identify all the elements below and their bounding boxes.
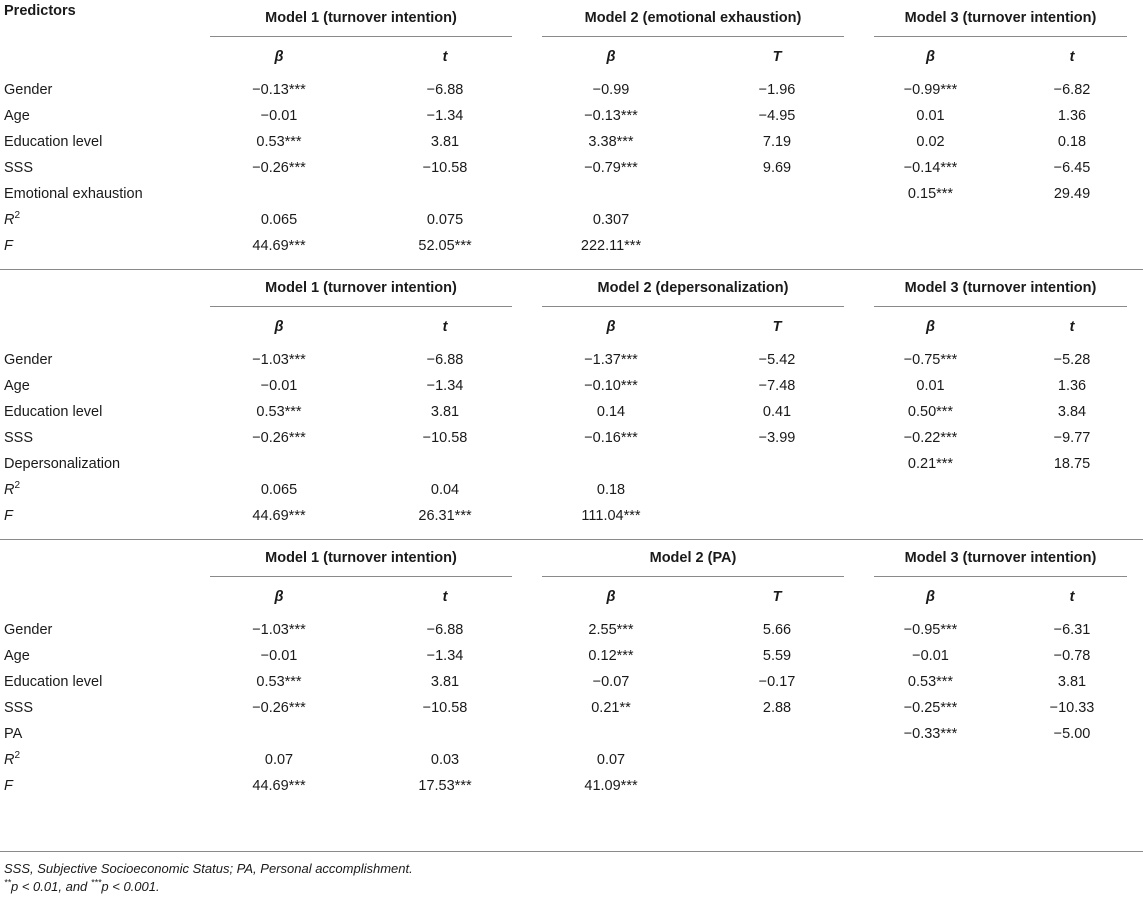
blank-cell <box>1001 477 1143 503</box>
f-label <box>0 233 196 259</box>
blank-cell <box>860 503 1001 529</box>
predictor-label: Emotional exhaustion <box>4 186 143 202</box>
footnote-significance <box>4 878 413 896</box>
value-cell-m2t: −5.42 <box>758 352 796 368</box>
predictor-label: Depersonalization <box>4 456 121 472</box>
f-statistic-row <box>0 233 1143 259</box>
f-m1t: 26.31*** <box>418 508 472 524</box>
value-cell-m1b <box>196 451 362 477</box>
model-title: Model 2 (depersonalization) <box>542 270 844 307</box>
f-m2b: 111.04*** <box>581 508 641 524</box>
blank-cell <box>694 477 860 503</box>
header-blank <box>0 270 196 308</box>
table-row <box>0 129 1143 155</box>
model-header-row <box>0 270 1143 308</box>
table-row <box>0 77 1143 103</box>
value-cell-m3t: −10.33 <box>1049 700 1095 716</box>
value-cell-m2b <box>528 451 694 477</box>
table-row <box>0 451 1143 477</box>
value-cell-m3t: −6.82 <box>1053 82 1091 98</box>
f-statistic-row <box>0 503 1143 529</box>
blank-cell <box>860 233 1001 259</box>
model-header-2 <box>528 270 860 308</box>
r-squared-m1b: 0.065 <box>260 482 298 498</box>
value-cell-m1t: −1.34 <box>426 378 464 394</box>
value-cell-m1b: −0.26*** <box>252 700 306 716</box>
f-label <box>0 503 196 529</box>
predictor-label: Age <box>4 378 30 394</box>
blank-cell <box>1001 773 1143 799</box>
table-row <box>0 425 1143 451</box>
predictor-label: SSS <box>4 700 34 716</box>
value-cell-m2b: 0.14 <box>596 404 626 420</box>
value-cell-m3t: 18.75 <box>1053 456 1091 472</box>
value-cell-m2b: 0.21** <box>591 700 631 716</box>
stat-beta-label: β <box>606 49 616 65</box>
stat-beta-label: β <box>926 589 935 605</box>
stat-beta-label: β <box>274 49 284 65</box>
blank-cell <box>860 207 1001 233</box>
stat-header-row <box>0 37 1143 77</box>
value-cell-m3b: −0.99*** <box>903 82 958 98</box>
value-cell-m1t: 3.81 <box>430 134 460 150</box>
f-symbol: F <box>4 508 13 524</box>
model-header-2 <box>528 0 860 37</box>
value-cell-m2t: −7.48 <box>758 378 796 394</box>
predictor-label: SSS <box>4 160 34 176</box>
value-cell-m1b: −0.26*** <box>252 160 306 176</box>
table-row <box>0 373 1143 399</box>
value-cell-m2t: 2.88 <box>762 700 792 716</box>
value-cell-m3b: −0.01 <box>912 648 949 664</box>
model-header-3 <box>860 270 1143 308</box>
value-cell-m1t: 3.81 <box>430 404 460 420</box>
value-cell-m3b: 0.53*** <box>907 674 954 690</box>
value-cell-m2t: −1.96 <box>758 82 796 98</box>
blank-cell <box>1001 747 1143 773</box>
value-cell-m3t: 29.49 <box>1053 186 1091 202</box>
value-cell-m3b: 0.15*** <box>907 186 954 202</box>
model-title: Model 3 (turnover intention) <box>874 540 1127 577</box>
value-cell-m2b: 2.55*** <box>588 622 634 638</box>
stat-t-label: t <box>442 589 448 605</box>
stat-beta-label: β <box>606 589 616 605</box>
value-cell-m2t: 5.66 <box>762 622 792 638</box>
r-squared-label <box>0 477 196 503</box>
f-m1t: 17.53*** <box>418 778 472 794</box>
value-cell-m3t: −9.77 <box>1053 430 1091 446</box>
value-cell-m2t: 5.59 <box>762 648 792 664</box>
r-squared-m2b: 0.18 <box>596 482 626 498</box>
blank-cell <box>1001 503 1143 529</box>
stat-t-label: t <box>1069 319 1075 335</box>
stat-beta-label: β <box>926 49 935 65</box>
blank-cell <box>694 207 860 233</box>
value-cell-m2t <box>694 451 860 477</box>
model-title: Model 3 (turnover intention) <box>874 270 1127 307</box>
value-cell-m3b: −0.33*** <box>903 726 958 742</box>
blank-cell <box>1001 233 1143 259</box>
value-cell-m3t: 1.36 <box>1057 378 1087 394</box>
value-cell-m3t: −5.00 <box>1053 726 1091 742</box>
model-header-1 <box>196 540 528 578</box>
f-label <box>0 773 196 799</box>
value-cell-m2b <box>528 181 694 207</box>
stat-t-label: T <box>772 49 782 65</box>
stat-t-label: T <box>772 319 782 335</box>
value-cell-m3b: −0.14*** <box>903 160 958 176</box>
block-separator <box>0 259 1143 270</box>
value-cell-m1t: −10.58 <box>422 700 468 716</box>
value-cell-m2b: −0.10*** <box>584 378 638 394</box>
value-cell-m3t: −0.78 <box>1053 648 1091 664</box>
sig-text-double: p < 0.01, and <box>11 879 91 894</box>
model-header-3 <box>860 540 1143 578</box>
value-cell-m3t: 1.36 <box>1057 108 1087 124</box>
value-cell-m3b: 0.50*** <box>907 404 954 420</box>
model-header-row <box>0 0 1143 37</box>
table-row <box>0 181 1143 207</box>
value-cell-m3t: −6.31 <box>1053 622 1091 638</box>
sig-text-triple: p < 0.001. <box>101 879 160 894</box>
table-row <box>0 155 1143 181</box>
value-cell-m2t: 7.19 <box>762 134 792 150</box>
value-cell-m3b: −0.25*** <box>903 700 958 716</box>
blank-cell <box>860 747 1001 773</box>
value-cell-m1b: −0.13*** <box>252 82 306 98</box>
r-squared-m1t: 0.03 <box>430 752 460 768</box>
r-squared-label <box>0 207 196 233</box>
f-m1b: 44.69*** <box>252 778 306 794</box>
blank-cell <box>694 773 860 799</box>
value-cell-m2b: −0.13*** <box>584 108 638 124</box>
stat-beta-label: β <box>606 319 616 335</box>
table-row <box>0 643 1143 669</box>
value-cell-m2t: 9.69 <box>762 160 792 176</box>
value-cell-m3b: 0.01 <box>916 108 945 124</box>
stat-header-row <box>0 307 1143 347</box>
r-superscript: 2 <box>14 750 21 762</box>
predictor-label: Gender <box>4 82 53 98</box>
model-title: Model 1 (turnover intention) <box>210 0 512 37</box>
value-cell-m1t: −6.88 <box>426 622 464 638</box>
r-squared-row <box>0 207 1143 233</box>
table-row <box>0 103 1143 129</box>
f-m1b: 44.69*** <box>252 508 306 524</box>
r-symbol: R <box>4 212 15 228</box>
blank-cell <box>860 477 1001 503</box>
model-title: Model 2 (PA) <box>542 540 844 577</box>
r-squared-m1t: 0.075 <box>426 212 464 228</box>
value-cell-m3b: −0.75*** <box>903 352 958 368</box>
value-cell-m3t: 0.18 <box>1057 134 1087 150</box>
f-m2b: 41.09*** <box>584 778 638 794</box>
table-row <box>0 617 1143 643</box>
r-symbol: R <box>4 752 15 768</box>
value-cell-m1t: −10.58 <box>422 430 468 446</box>
table-row <box>0 721 1143 747</box>
stat-header-blank <box>0 577 196 617</box>
stat-t-label: t <box>1069 49 1075 65</box>
predictor-label: PA <box>4 726 23 742</box>
value-cell-m3t: 3.81 <box>1057 674 1087 690</box>
value-cell-m1t: −1.34 <box>426 108 464 124</box>
value-cell-m2b: 3.38*** <box>588 134 634 150</box>
value-cell-m2b: −0.79*** <box>584 160 638 176</box>
sig-mark-double: ** <box>4 877 12 888</box>
value-cell-m1b: 0.53*** <box>256 674 302 690</box>
blank-cell <box>860 773 1001 799</box>
blank-cell <box>694 233 860 259</box>
r-squared-m1b: 0.065 <box>260 212 298 228</box>
value-cell-m3b: 0.01 <box>916 378 945 394</box>
blank-cell <box>1001 207 1143 233</box>
value-cell-m2b: −0.07 <box>592 674 630 690</box>
value-cell-m3t: −5.28 <box>1053 352 1091 368</box>
table-bottom-rule <box>0 851 1143 852</box>
value-cell-m2t <box>694 721 860 747</box>
value-cell-m2b: −0.16*** <box>584 430 638 446</box>
value-cell-m2b: 0.12*** <box>588 648 634 664</box>
value-cell-m3t: −6.45 <box>1053 160 1091 176</box>
value-cell-m2b <box>528 721 694 747</box>
f-m1t: 52.05*** <box>418 238 472 254</box>
separator-rule <box>0 529 1143 540</box>
value-cell-m1t: −6.88 <box>426 82 464 98</box>
value-cell-m1t <box>362 181 528 207</box>
value-cell-m2b: −1.37*** <box>584 352 638 368</box>
value-cell-m2b: −0.99 <box>592 82 630 98</box>
value-cell-m1b: −0.26*** <box>252 430 306 446</box>
value-cell-m2t: 0.41 <box>762 404 792 420</box>
r-squared-label <box>0 747 196 773</box>
blank-cell <box>694 503 860 529</box>
stat-header-row <box>0 577 1143 617</box>
table-row <box>0 695 1143 721</box>
model-header-1 <box>196 0 528 37</box>
value-cell-m1b: −1.03*** <box>252 352 306 368</box>
model-header-row <box>0 540 1143 578</box>
f-m2b: 222.11*** <box>580 238 642 254</box>
value-cell-m1b <box>196 181 362 207</box>
value-cell-m1t: −10.58 <box>422 160 468 176</box>
value-cell-m1b: −0.01 <box>260 108 298 124</box>
value-cell-m1b: 0.53*** <box>256 404 302 420</box>
stat-beta-label: β <box>274 589 284 605</box>
value-cell-m3b: −0.22*** <box>903 430 958 446</box>
table-footnotes <box>4 860 413 896</box>
stat-t-label: T <box>772 589 782 605</box>
model-title: Model 1 (turnover intention) <box>210 270 512 307</box>
blank-cell <box>694 747 860 773</box>
value-cell-m1b: 0.53*** <box>256 134 302 150</box>
r-superscript: 2 <box>14 210 21 222</box>
predictor-label: Education level <box>4 404 103 420</box>
predictor-label: Gender <box>4 352 53 368</box>
model-title: Model 2 (emotional exhaustion) <box>542 0 844 37</box>
predictor-label: Age <box>4 648 30 664</box>
separator-rule <box>0 259 1143 270</box>
value-cell-m1b: −0.01 <box>260 648 298 664</box>
table-row <box>0 399 1143 425</box>
value-cell-m2t: −3.99 <box>758 430 796 446</box>
block-separator <box>0 529 1143 540</box>
stat-t-label: t <box>442 49 448 65</box>
f-symbol: F <box>4 778 13 794</box>
r-squared-row <box>0 747 1143 773</box>
stat-beta-label: β <box>274 319 284 335</box>
table-row <box>0 669 1143 695</box>
r-squared-m1t: 0.04 <box>430 482 460 498</box>
header-blank <box>0 540 196 578</box>
model-title: Model 1 (turnover intention) <box>210 540 512 577</box>
value-cell-m3t: 3.84 <box>1057 404 1087 420</box>
r-squared-m2b: 0.07 <box>596 752 626 768</box>
stat-header-blank <box>0 307 196 347</box>
f-symbol: F <box>4 238 13 254</box>
value-cell-m2t <box>694 181 860 207</box>
predictor-label: Age <box>4 108 30 124</box>
model-header-2 <box>528 540 860 578</box>
f-statistic-row <box>0 773 1143 799</box>
value-cell-m1t: −6.88 <box>426 352 464 368</box>
r-squared-m2b: 0.307 <box>592 212 630 228</box>
model-header-3 <box>860 0 1143 37</box>
r-superscript: 2 <box>14 480 21 492</box>
r-squared-m1b: 0.07 <box>264 752 294 768</box>
predictor-label: Gender <box>4 622 53 638</box>
footnote-abbreviations: SSS, Subjective Socioeconomic Status; PA, Personal accomplishment. <box>4 861 413 876</box>
f-m1b: 44.69*** <box>252 238 306 254</box>
stat-t-label: t <box>1069 589 1075 605</box>
model-header-1 <box>196 270 528 308</box>
model-title: Model 3 (turnover intention) <box>874 0 1127 37</box>
value-cell-m3b: 0.02 <box>916 134 945 150</box>
predictor-label: Education level <box>4 674 103 690</box>
value-cell-m1b: −1.03*** <box>252 622 306 638</box>
value-cell-m2t: −4.95 <box>758 108 796 124</box>
value-cell-m3b: −0.95*** <box>903 622 958 638</box>
value-cell-m1t <box>362 721 528 747</box>
stat-t-label: t <box>442 319 448 335</box>
predictor-label: SSS <box>4 430 34 446</box>
value-cell-m1t: −1.34 <box>426 648 464 664</box>
sig-mark-triple: *** <box>90 877 102 888</box>
value-cell-m1b: −0.01 <box>260 378 298 394</box>
predictors-header: Predictors <box>4 3 76 19</box>
value-cell-m2t: −0.17 <box>758 674 796 690</box>
table-row <box>0 347 1143 373</box>
value-cell-m3b: 0.21*** <box>907 456 954 472</box>
stat-header-blank <box>0 37 196 77</box>
r-symbol: R <box>4 482 15 498</box>
stat-beta-label: β <box>926 319 935 335</box>
predictor-label: Education level <box>4 134 103 150</box>
value-cell-m1b <box>196 721 362 747</box>
value-cell-m1t: 3.81 <box>430 674 460 690</box>
r-squared-row <box>0 477 1143 503</box>
value-cell-m1t <box>362 451 528 477</box>
